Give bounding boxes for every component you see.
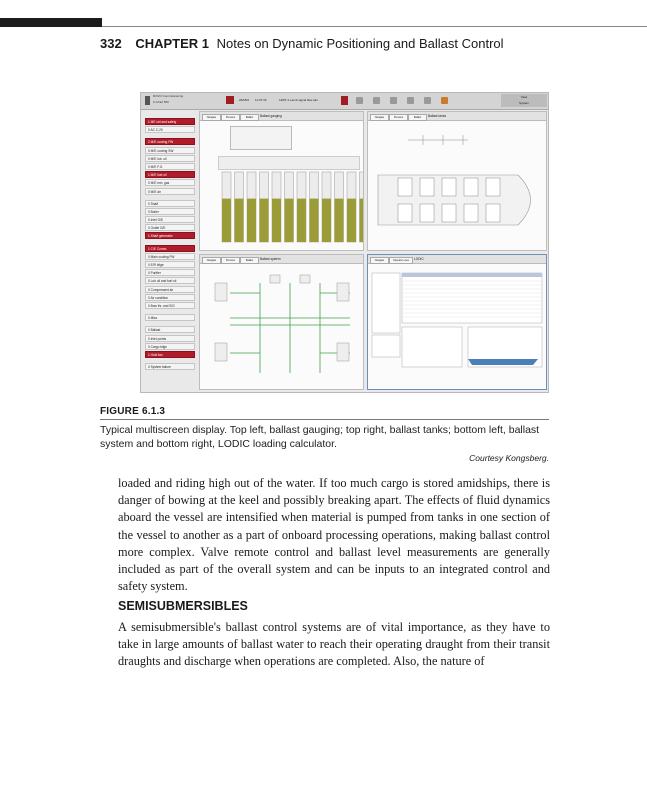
- system-button[interactable]: System: [518, 101, 529, 105]
- sidebar-alarm-group[interactable]: 1 C/E Comm.: [145, 245, 195, 252]
- system-title: K-Chief 500: [153, 100, 169, 104]
- tank-level-gauges: [200, 112, 364, 251]
- alarm-text: LIMIT-1 Lamb signal flow alm: [279, 98, 319, 102]
- navigate-button[interactable]: Navigate: [202, 257, 221, 264]
- home-icon[interactable]: [356, 97, 363, 104]
- panel-ballast-tanks: [367, 111, 547, 251]
- panel-title: Ballast system: [260, 256, 281, 261]
- sidebar-alarm-group[interactable]: 0 M/E cooling SW: [145, 147, 195, 154]
- panel-title: LODIC: [414, 256, 424, 261]
- sidebar-alarm-group[interactable]: 0 M/E air: [145, 188, 195, 195]
- figure-label: FIGURE 6.1.3: [100, 406, 549, 420]
- sidebar-alarm-group[interactable]: 0 M/E F.O.: [145, 163, 195, 170]
- running-header: [100, 36, 504, 51]
- alarm-date: 26/05/2: [239, 98, 250, 102]
- panel-title: Ballast gauging: [260, 113, 282, 118]
- panel-ballast-gauging: [199, 111, 364, 251]
- figure-screenshot: [140, 92, 549, 393]
- tank-level-fill: [222, 199, 231, 242]
- tank-level-fill: [322, 199, 331, 242]
- navigate-button[interactable]: Navigate: [202, 114, 221, 121]
- figure-caption: [100, 406, 549, 463]
- body-paragraph-2: A semisubmersible's ballast control systems are of vital importance, as they have to take in large amounts of ballast water to reach their operating draught from their transit draughts and discharge when operations are completed. Also, the nature of: [118, 620, 550, 669]
- previous-button[interactable]: Previous: [221, 257, 240, 264]
- previous-button[interactable]: Previous: [221, 114, 240, 121]
- tank-level-fill: [235, 199, 244, 242]
- sidebar-alarm-group[interactable]: 0 Shaft: [145, 200, 195, 207]
- sidebar-alarm-group[interactable]: 0 Ballast: [145, 326, 195, 333]
- sidebar-alarm-group[interactable]: 0 M/E lub. oil: [145, 155, 195, 162]
- tank-level-fill: [310, 199, 319, 242]
- sidebar-alarm-group[interactable]: 0 System failure: [145, 363, 195, 370]
- header-rule-block: [0, 18, 102, 27]
- sidebar-alarm-group[interactable]: 0 Inlet G/E: [145, 216, 195, 223]
- tank-level-fill: [260, 199, 269, 242]
- tank-level-fill: [360, 199, 365, 242]
- view-system-menu[interactable]: [501, 94, 547, 107]
- back-icon[interactable]: [373, 97, 380, 104]
- sidebar-alarm-group[interactable]: 0 AC C-20: [145, 126, 195, 133]
- chapter-label: CHAPTER 1: [135, 36, 210, 51]
- pen-icon[interactable]: [441, 97, 448, 104]
- sidebar-alarm-group[interactable]: 0 Air condition: [145, 294, 195, 301]
- sidebar-alarm-group[interactable]: 0 Bow thr. and S/G: [145, 302, 195, 309]
- sidebar-alarm-group[interactable]: 0 Lub oil and fuel oil: [145, 277, 195, 284]
- sidebar-alarm-group[interactable]: 0 Misc: [145, 314, 195, 321]
- kongsberg-logo-icon: [145, 96, 150, 105]
- body-paragraph-1: loaded and riding high out of the water. If too much cargo is stored amidships, there is danger of bowing at the keel and possibly breaking apart. The effects of fluid dynamics aboard the vessel are intensified when material is pumped from tanks in one section of the vessel to another as a part of onboard processing operations, making ballast control more complex. Valve remote control and ballast level measurements are generally included as part of the overall system and can be inputs to an integrated control and safety system.: [118, 476, 550, 594]
- caption-text: Typical multiscreen display. Top left, ballast gauging; top right, ballast tanks; bottom left, ballast system and bottom right, LODIC loading calculator.: [100, 424, 540, 450]
- forward-icon[interactable]: [390, 97, 397, 104]
- alarm-group-sidebar: [145, 118, 195, 371]
- help-icon[interactable]: [341, 96, 348, 105]
- ballast-button[interactable]: Ballast: [408, 114, 427, 121]
- view-button[interactable]: View: [520, 95, 528, 99]
- tank-level-fill: [285, 199, 294, 242]
- sidebar-alarm-group[interactable]: 0 Main cooling FW: [145, 253, 195, 260]
- sidebar-alarm-group[interactable]: 1 M/E fuel oil: [145, 171, 195, 178]
- sidebar-alarm-group[interactable]: 0 E/R bilge: [145, 261, 195, 268]
- ballast-button[interactable]: Ballast: [240, 257, 259, 264]
- sidebar-alarm-group[interactable]: 0 Outlet G/E: [145, 224, 195, 231]
- sidebar-alarm-group[interactable]: 1 Shaft generator: [145, 232, 195, 239]
- operation-view-button[interactable]: Operation view: [389, 257, 413, 264]
- previous-button[interactable]: Previous: [389, 114, 408, 121]
- chapter-title: Notes on Dynamic Positioning and Ballast Control: [216, 36, 504, 51]
- sidebar-alarm-group[interactable]: 0 Boiler: [145, 208, 195, 215]
- ballast-piping-diagram: [200, 263, 364, 390]
- header-rule-line: [102, 26, 647, 27]
- window-icon[interactable]: [424, 97, 431, 104]
- sidebar-alarm-group[interactable]: 0 Inlet points: [145, 335, 195, 342]
- image-credit: Courtesy Kongsberg.: [469, 453, 549, 463]
- tank-level-fill: [297, 199, 306, 242]
- print-icon[interactable]: [407, 97, 414, 104]
- navigate-button[interactable]: Navigate: [370, 114, 389, 121]
- tank-level-fill: [335, 199, 344, 242]
- navigate-button[interactable]: Navigate: [370, 257, 389, 264]
- panel-title: Ballast tanks: [428, 113, 447, 118]
- ship-tank-plan: [368, 120, 547, 251]
- sidebar-alarm-group[interactable]: 1 ME ctrl and safety: [145, 118, 195, 125]
- panel-ballast-system: [199, 254, 364, 390]
- page-number: 332: [100, 36, 122, 51]
- system-subtitle: ROVO Commissioning: [153, 94, 184, 98]
- sidebar-alarm-group[interactable]: 1 Hold fan: [145, 351, 195, 358]
- panel-lodic: [367, 254, 547, 390]
- sidebar-alarm-group[interactable]: 0 M/E exh. gas: [145, 179, 195, 186]
- tank-level-fill: [347, 199, 356, 242]
- tank-level-fill: [247, 199, 256, 242]
- alarm-time: 11:07:33: [255, 98, 267, 102]
- lodic-calculator-tables: [368, 263, 547, 390]
- sidebar-alarm-group[interactable]: 0 Compressed air: [145, 286, 195, 293]
- ballast-button[interactable]: Ballast: [240, 114, 259, 121]
- alarm-acknowledge-button[interactable]: [226, 96, 234, 104]
- sidebar-alarm-group[interactable]: 2 M/E cooling FW: [145, 138, 195, 145]
- tank-level-fill: [272, 199, 281, 242]
- sidebar-alarm-group[interactable]: 0 Cargo bilge: [145, 343, 195, 350]
- screen-top-bar: [141, 93, 549, 110]
- section-heading: SEMISUBMERSIBLES: [118, 599, 248, 613]
- sidebar-alarm-group[interactable]: 0 Purifier: [145, 269, 195, 276]
